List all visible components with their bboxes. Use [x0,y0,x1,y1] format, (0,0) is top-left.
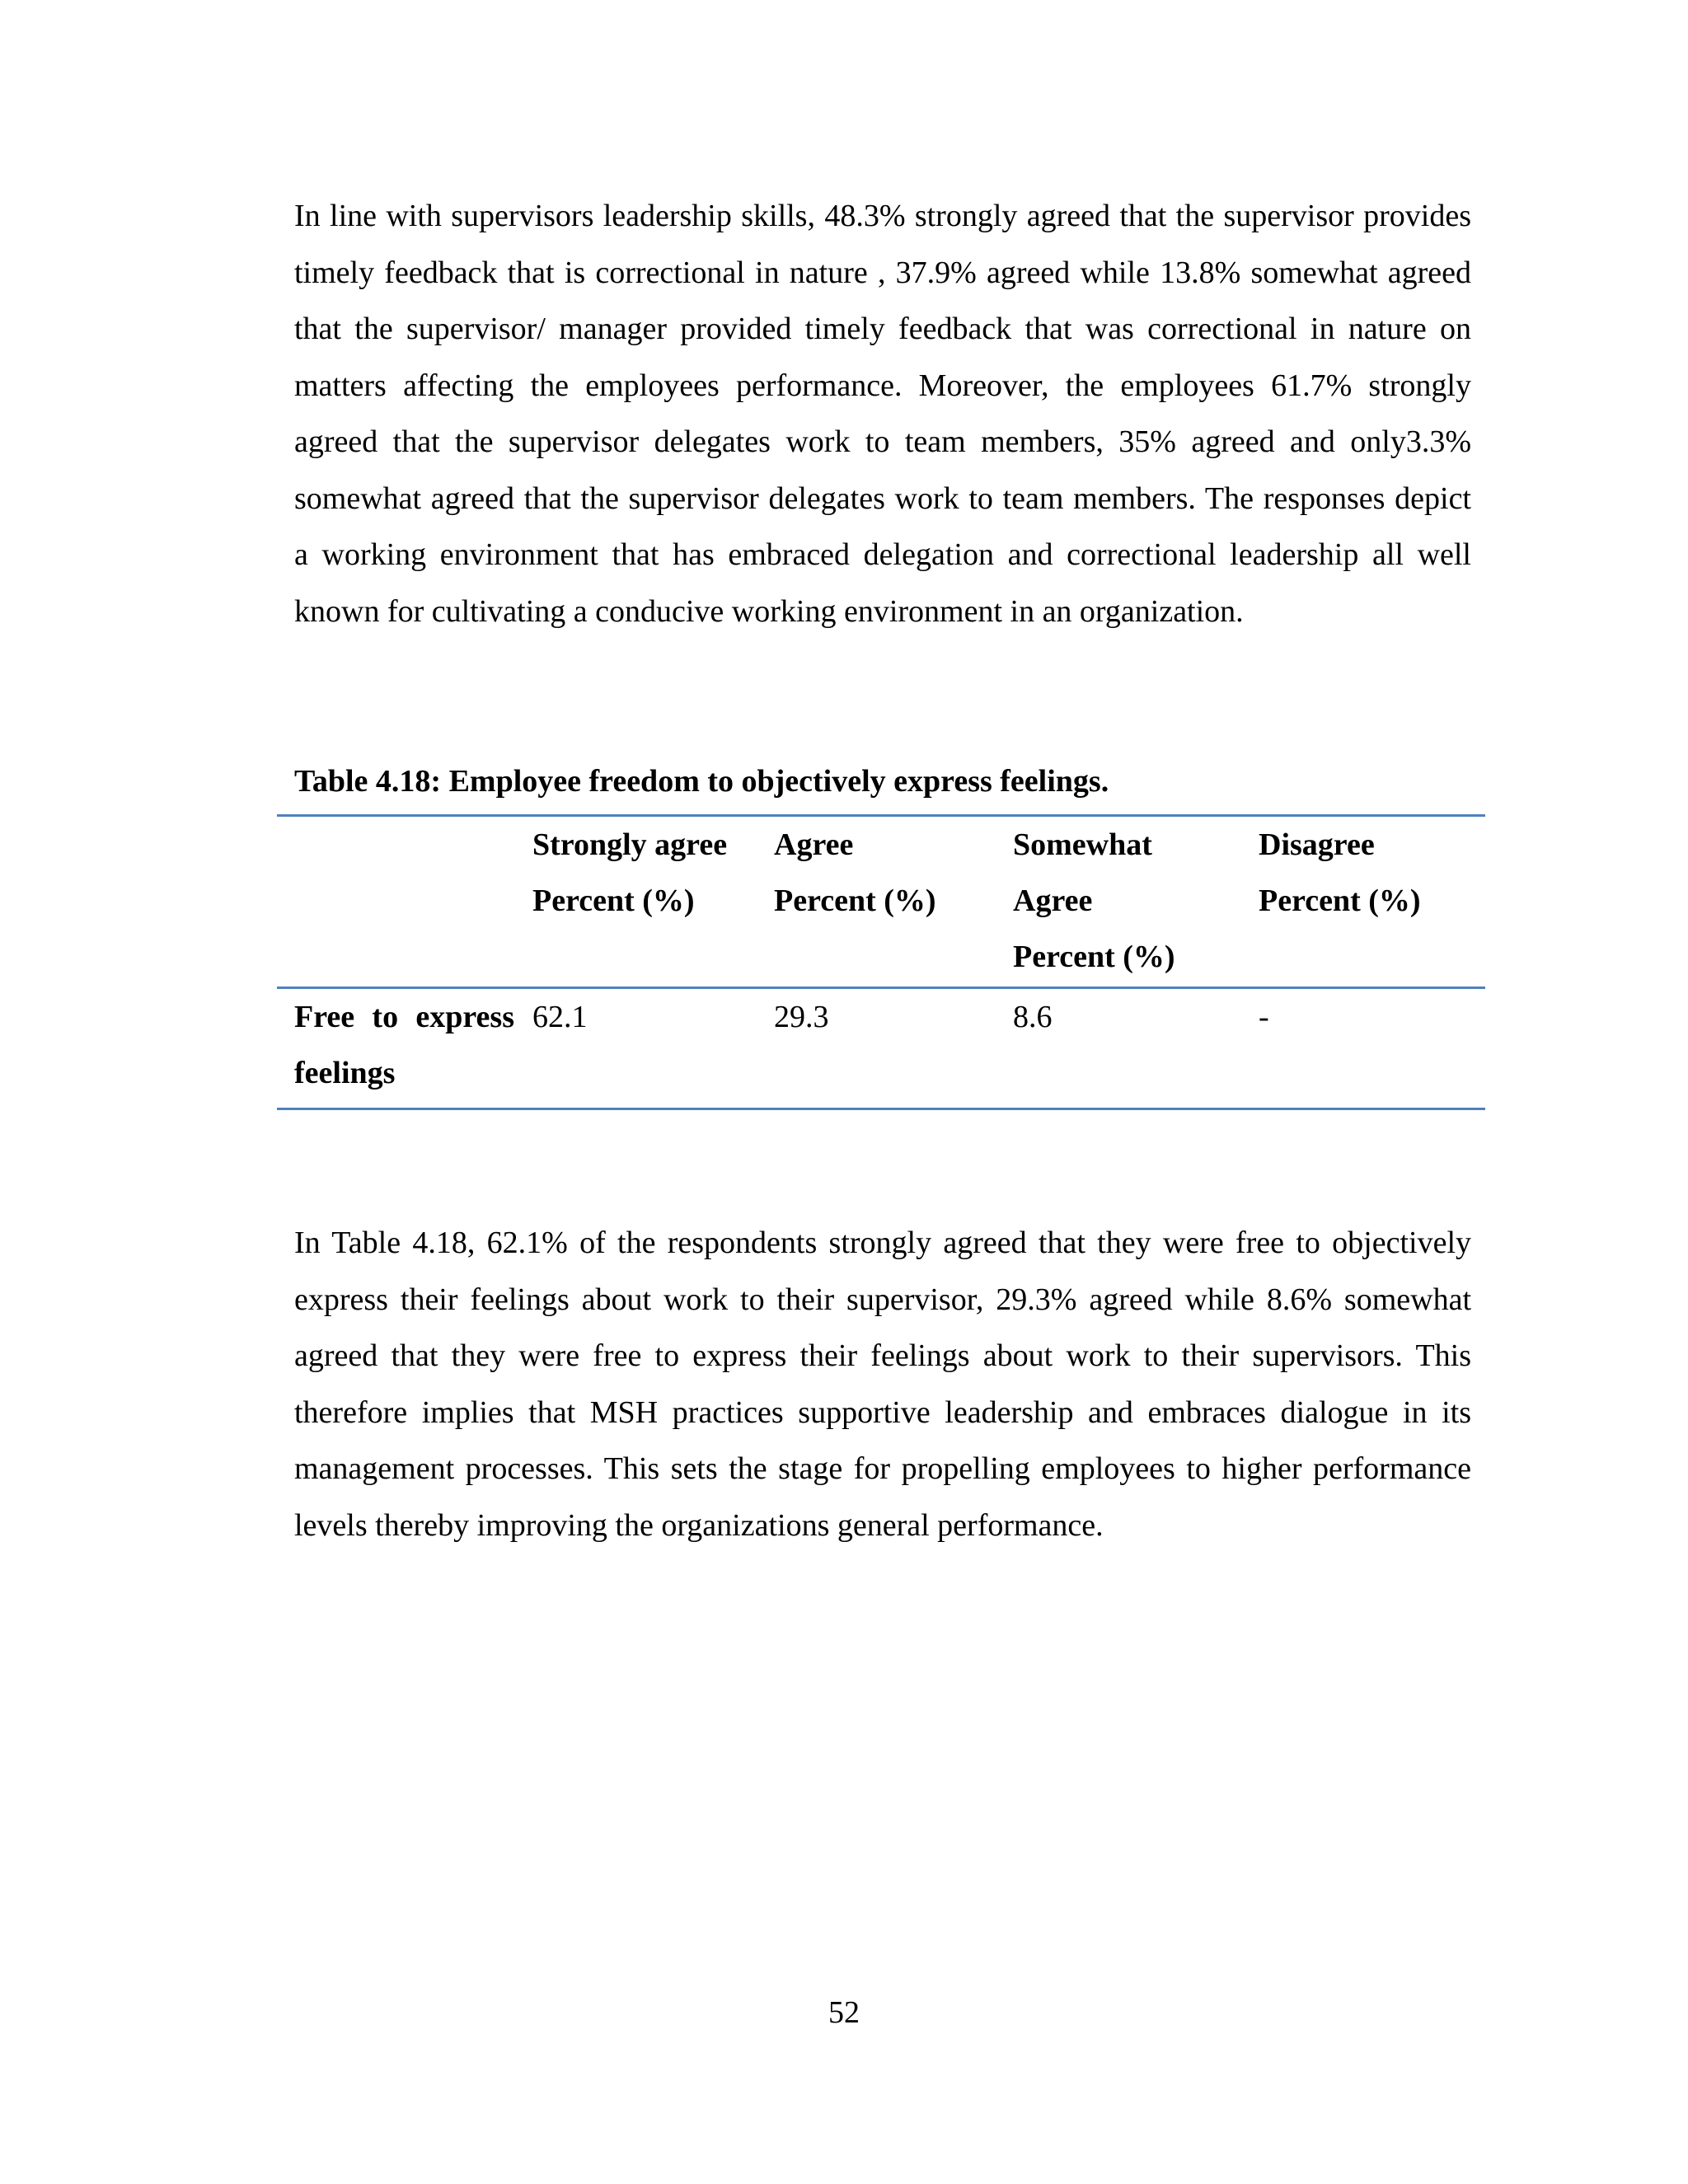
header-line: Percent (%) [774,883,936,918]
table-header-row [277,816,1485,988]
header-line: Percent (%) [532,883,695,918]
header-line: Somewhat [1013,827,1152,862]
cell-agree-value: 29.3 [774,1000,829,1034]
row-label: Free to express feelings [294,1000,514,1090]
cell-somewhat-agree-value: 8.6 [1013,1000,1053,1034]
header-line: Strongly agree [532,827,728,862]
body-paragraph-1: In line with supervisors leadership skills, 48.3% strongly agreed that the supervisor provides timely feedback that is correctional in nature , 37.9% agreed while 13.8% somewhat agreed that the supervisor/ manager provided timely feedback that was correctional in nature on matters affecting the employees performance. Moreover, the employees 61.7% strongly agreed that the supervisor delegates work to team members, 35% agreed and only3.3% somewhat agreed that the supervisor delegates work to team members. The responses depict a working environment that has embraced delegation and correctional leadership all well known for cultivating a conducive working environment in an organization. [294,199,1471,629]
header-line: Agree [774,827,854,862]
feelings-table [277,814,1485,1110]
header-cell-strongly-agree [532,816,774,988]
header-cell-disagree [1259,816,1485,988]
cell-strongly-agree-value: 62.1 [532,1000,588,1034]
table-caption: Table 4.18: Employee freedom to objectively express feelings. [294,764,1109,799]
header-cell-somewhat-agree [1013,816,1259,988]
header-line: Percent (%) [1259,883,1421,918]
header-line: Disagree [1259,827,1375,862]
header-cell-agree [774,816,1013,988]
body-paragraph-2: In Table 4.18, 62.1% of the respondents strongly agreed that they were free to objectively express their feelings about work to their supervisor, 29.3% agreed while 8.6% somewhat agreed that they were free to express their feelings about work to their supervisors. This therefore implies that MSH practices supportive leadership and embraces dialogue in its management processes. This sets the stage for propelling employees to higher performance levels thereby improving the organizations general performance. [294,1226,1471,1543]
cell-disagree-value: - [1259,1000,1269,1034]
header-cell-blank [277,816,532,988]
header-line: Percent (%) [1013,940,1175,974]
table-row [277,988,1485,1109]
header-line: Agree [1013,883,1093,918]
page-number: 52 [828,1995,860,2030]
